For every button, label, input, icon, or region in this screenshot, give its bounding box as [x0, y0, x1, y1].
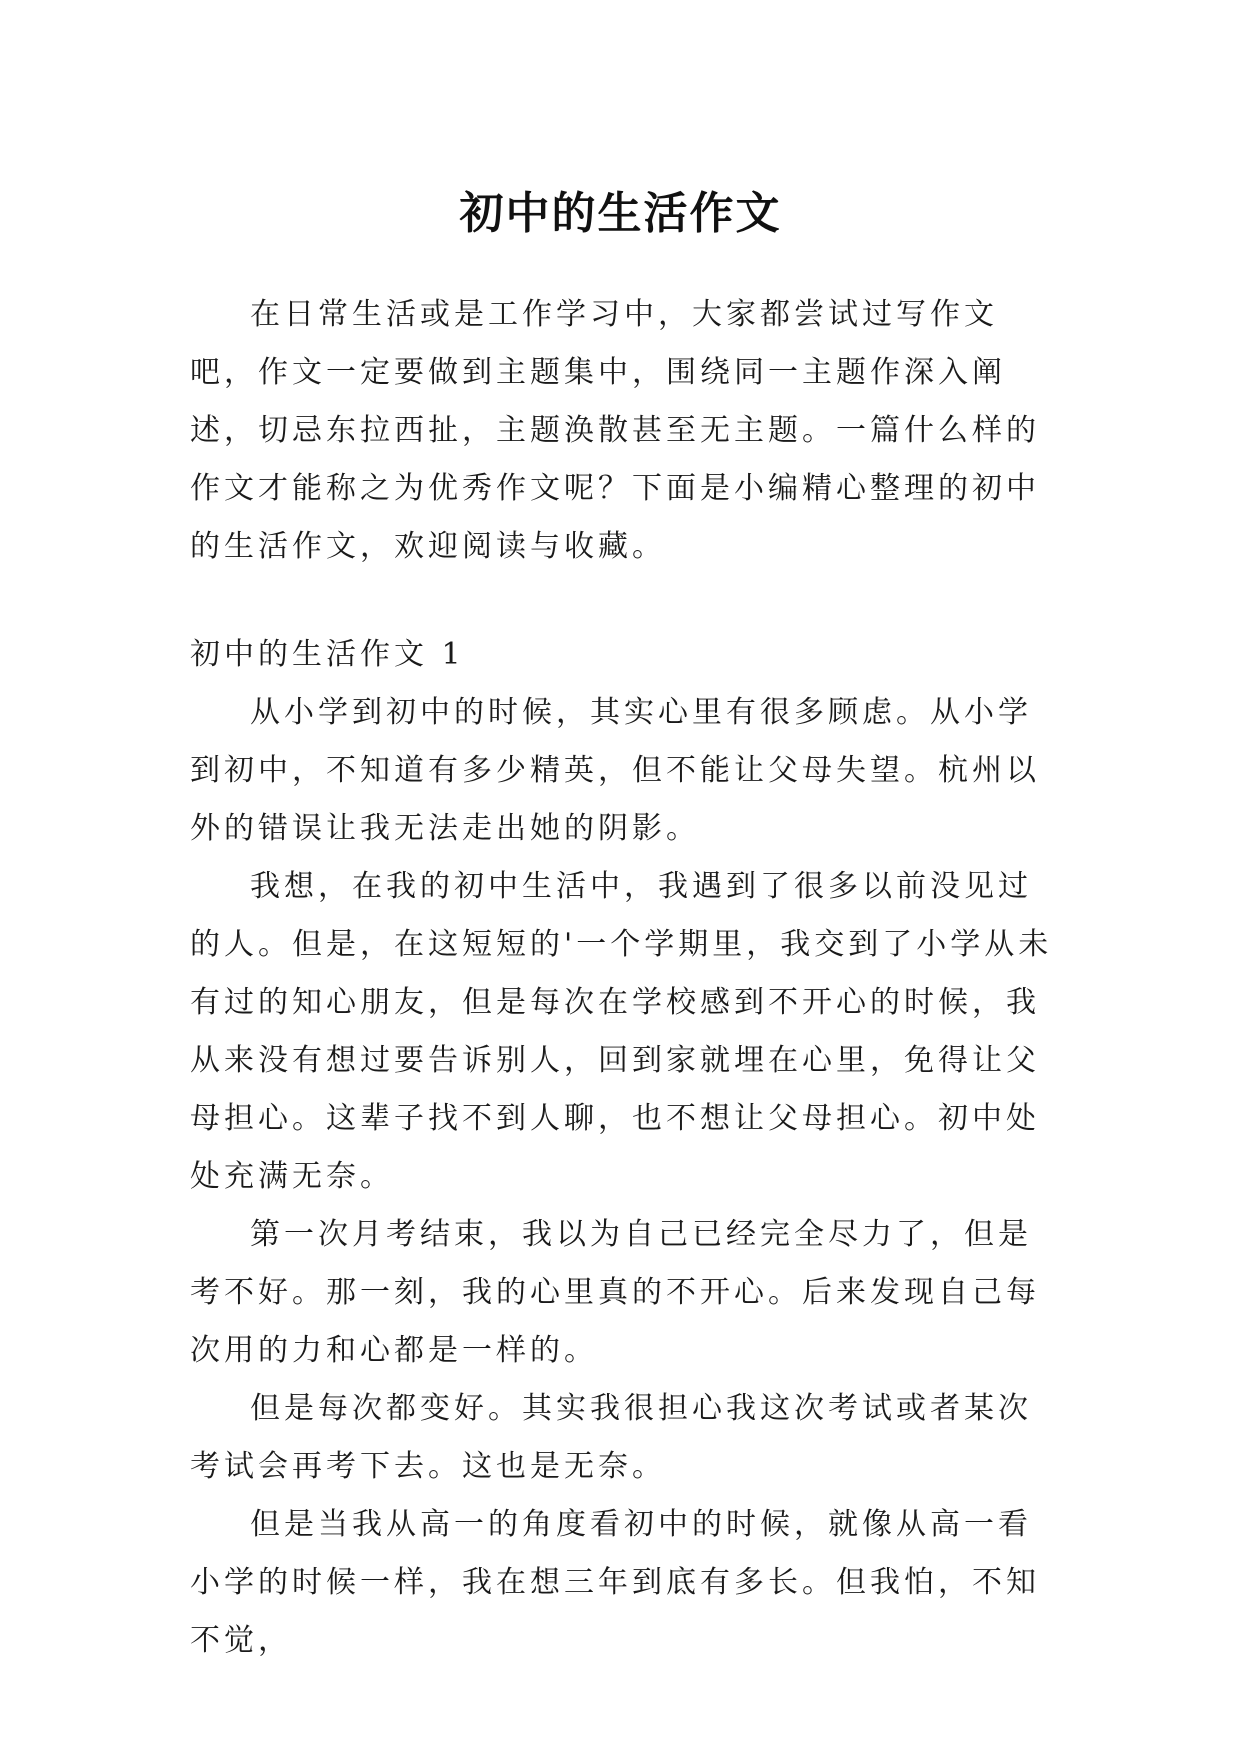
document-body	[190, 286, 1065, 1670]
body-paragraph: 但是每次都变好。其实我很担心我这次考试或者某次考试会再考下去。这也是无奈。	[190, 1391, 1032, 1484]
body-paragraph: 从小学到初中的时候，其实心里有很多顾虑。从小学到初中，不知道有多少精英，但不能让父母失望。杭州以外的错误让我无法走出她的阴影。	[190, 695, 1040, 846]
body-paragraph: 第一次月考结束，我以为自己已经完全尽力了，但是考不好。那一刻，我的心里真的不开心。后来发现自己每次用的力和心都是一样的。	[190, 1217, 1040, 1368]
body-paragraph: 我想，在我的初中生活中，我遇到了很多以前没见过的人。但是，在这短短的'一个学期里，我交到了小学从未有过的知心朋友，但是每次在学校感到不开心的时候，我从来没有想过要告诉别人，回到家就埋在心里，免得让父母担心。这辈子找不到人聊，也不想让父母担心。初中处处充满无奈。	[190, 869, 1053, 1194]
body-paragraph: 但是当我从高一的角度看初中的时候，就像从高一看小学的时候一样，我在想三年到底有多长。但我怕，不知不觉，	[190, 1507, 1040, 1658]
section-heading: 初中的生活作文 1	[190, 637, 465, 672]
intro-paragraph: 在日常生活或是工作学习中，大家都尝试过写作文吧，作文一定要做到主题集中，围绕同一主题作深入阐述，切忌东拉西扯，主题涣散甚至无主题。一篇什么样的作文才能称之为优秀作文呢？下面是小编精心整理的初中的生活作文，欢迎阅读与收藏。	[190, 297, 1040, 564]
page-title: 初中的生活作文	[459, 188, 782, 240]
